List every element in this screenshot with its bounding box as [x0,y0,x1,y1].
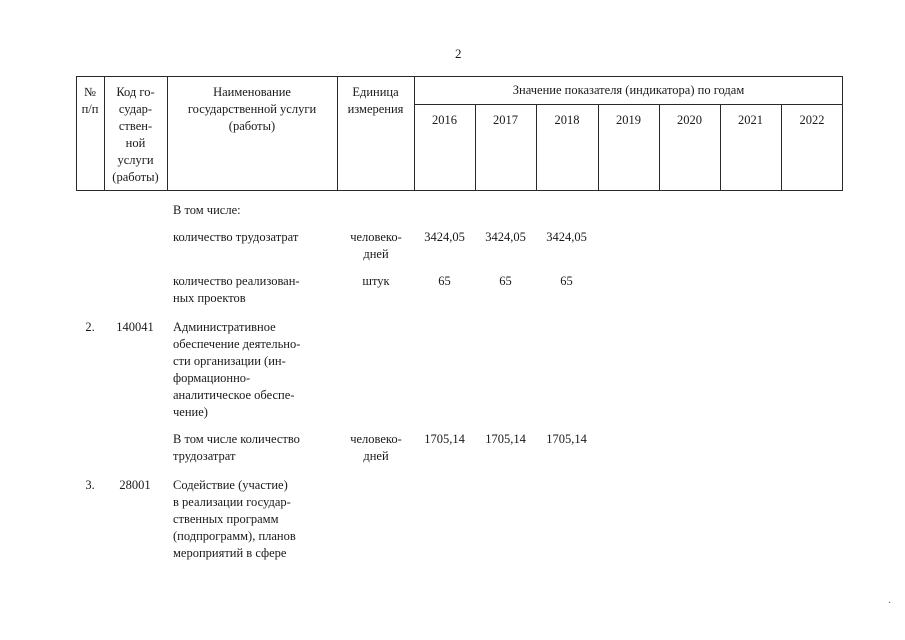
header-code: Код го- судар- ствен- ной услуги (работы) [112,85,159,184]
row-code: 28001 [119,478,151,492]
page-number: 2 [455,46,462,61]
row-value-2017: 1705,14 [485,432,526,446]
row-name: В том числе количество трудозатрат [173,432,300,463]
row-value-2018: 1705,14 [546,432,587,446]
year-2022: 2022 [799,113,825,127]
row-value-2016: 1705,14 [424,432,465,446]
row-value-2018: 3424,05 [546,230,587,244]
row-name: Административное обеспечение деятельно- сти организации (ин- формационно- аналитическое обеспе- чение) [173,320,301,419]
year-2016: 2016 [432,113,457,127]
year-2019: 2019 [616,113,641,127]
header-name: Наименование государственной услуги (работы) [187,85,317,133]
scan-mark: · [888,598,892,609]
row-name: количество трудозатрат [173,230,299,244]
row-value-2016: 3424,05 [424,230,465,244]
row-unit: штук [362,274,390,288]
year-2020: 2020 [677,113,702,127]
header-num: № п/п [81,85,99,116]
row-num: 3. [85,478,95,492]
row-value-2018: 65 [560,274,573,288]
row-num: 2. [85,320,95,334]
header-values-group: Значение показателя (индикатора) по годам [512,83,745,97]
year-2017: 2017 [493,113,518,127]
row-value-2017: 65 [499,274,512,288]
row-value-2017: 3424,05 [485,230,526,244]
row-name: Содействие (участие) в реализации государ- ственных программ (подпрограмм), планов мероприятий в сфере [173,478,296,560]
header-unit: Единица измерения [347,85,404,116]
row-code: 140041 [116,320,154,334]
year-2018: 2018 [554,113,580,127]
divider [414,104,843,105]
row-name: количество реализован- ных проектов [173,274,300,305]
row-value-2016: 65 [438,274,451,288]
year-2021: 2021 [738,113,763,127]
row-unit: человеко- дней [350,230,402,261]
row-unit: человеко- дней [350,432,402,463]
row-name: В том числе: [173,203,241,217]
